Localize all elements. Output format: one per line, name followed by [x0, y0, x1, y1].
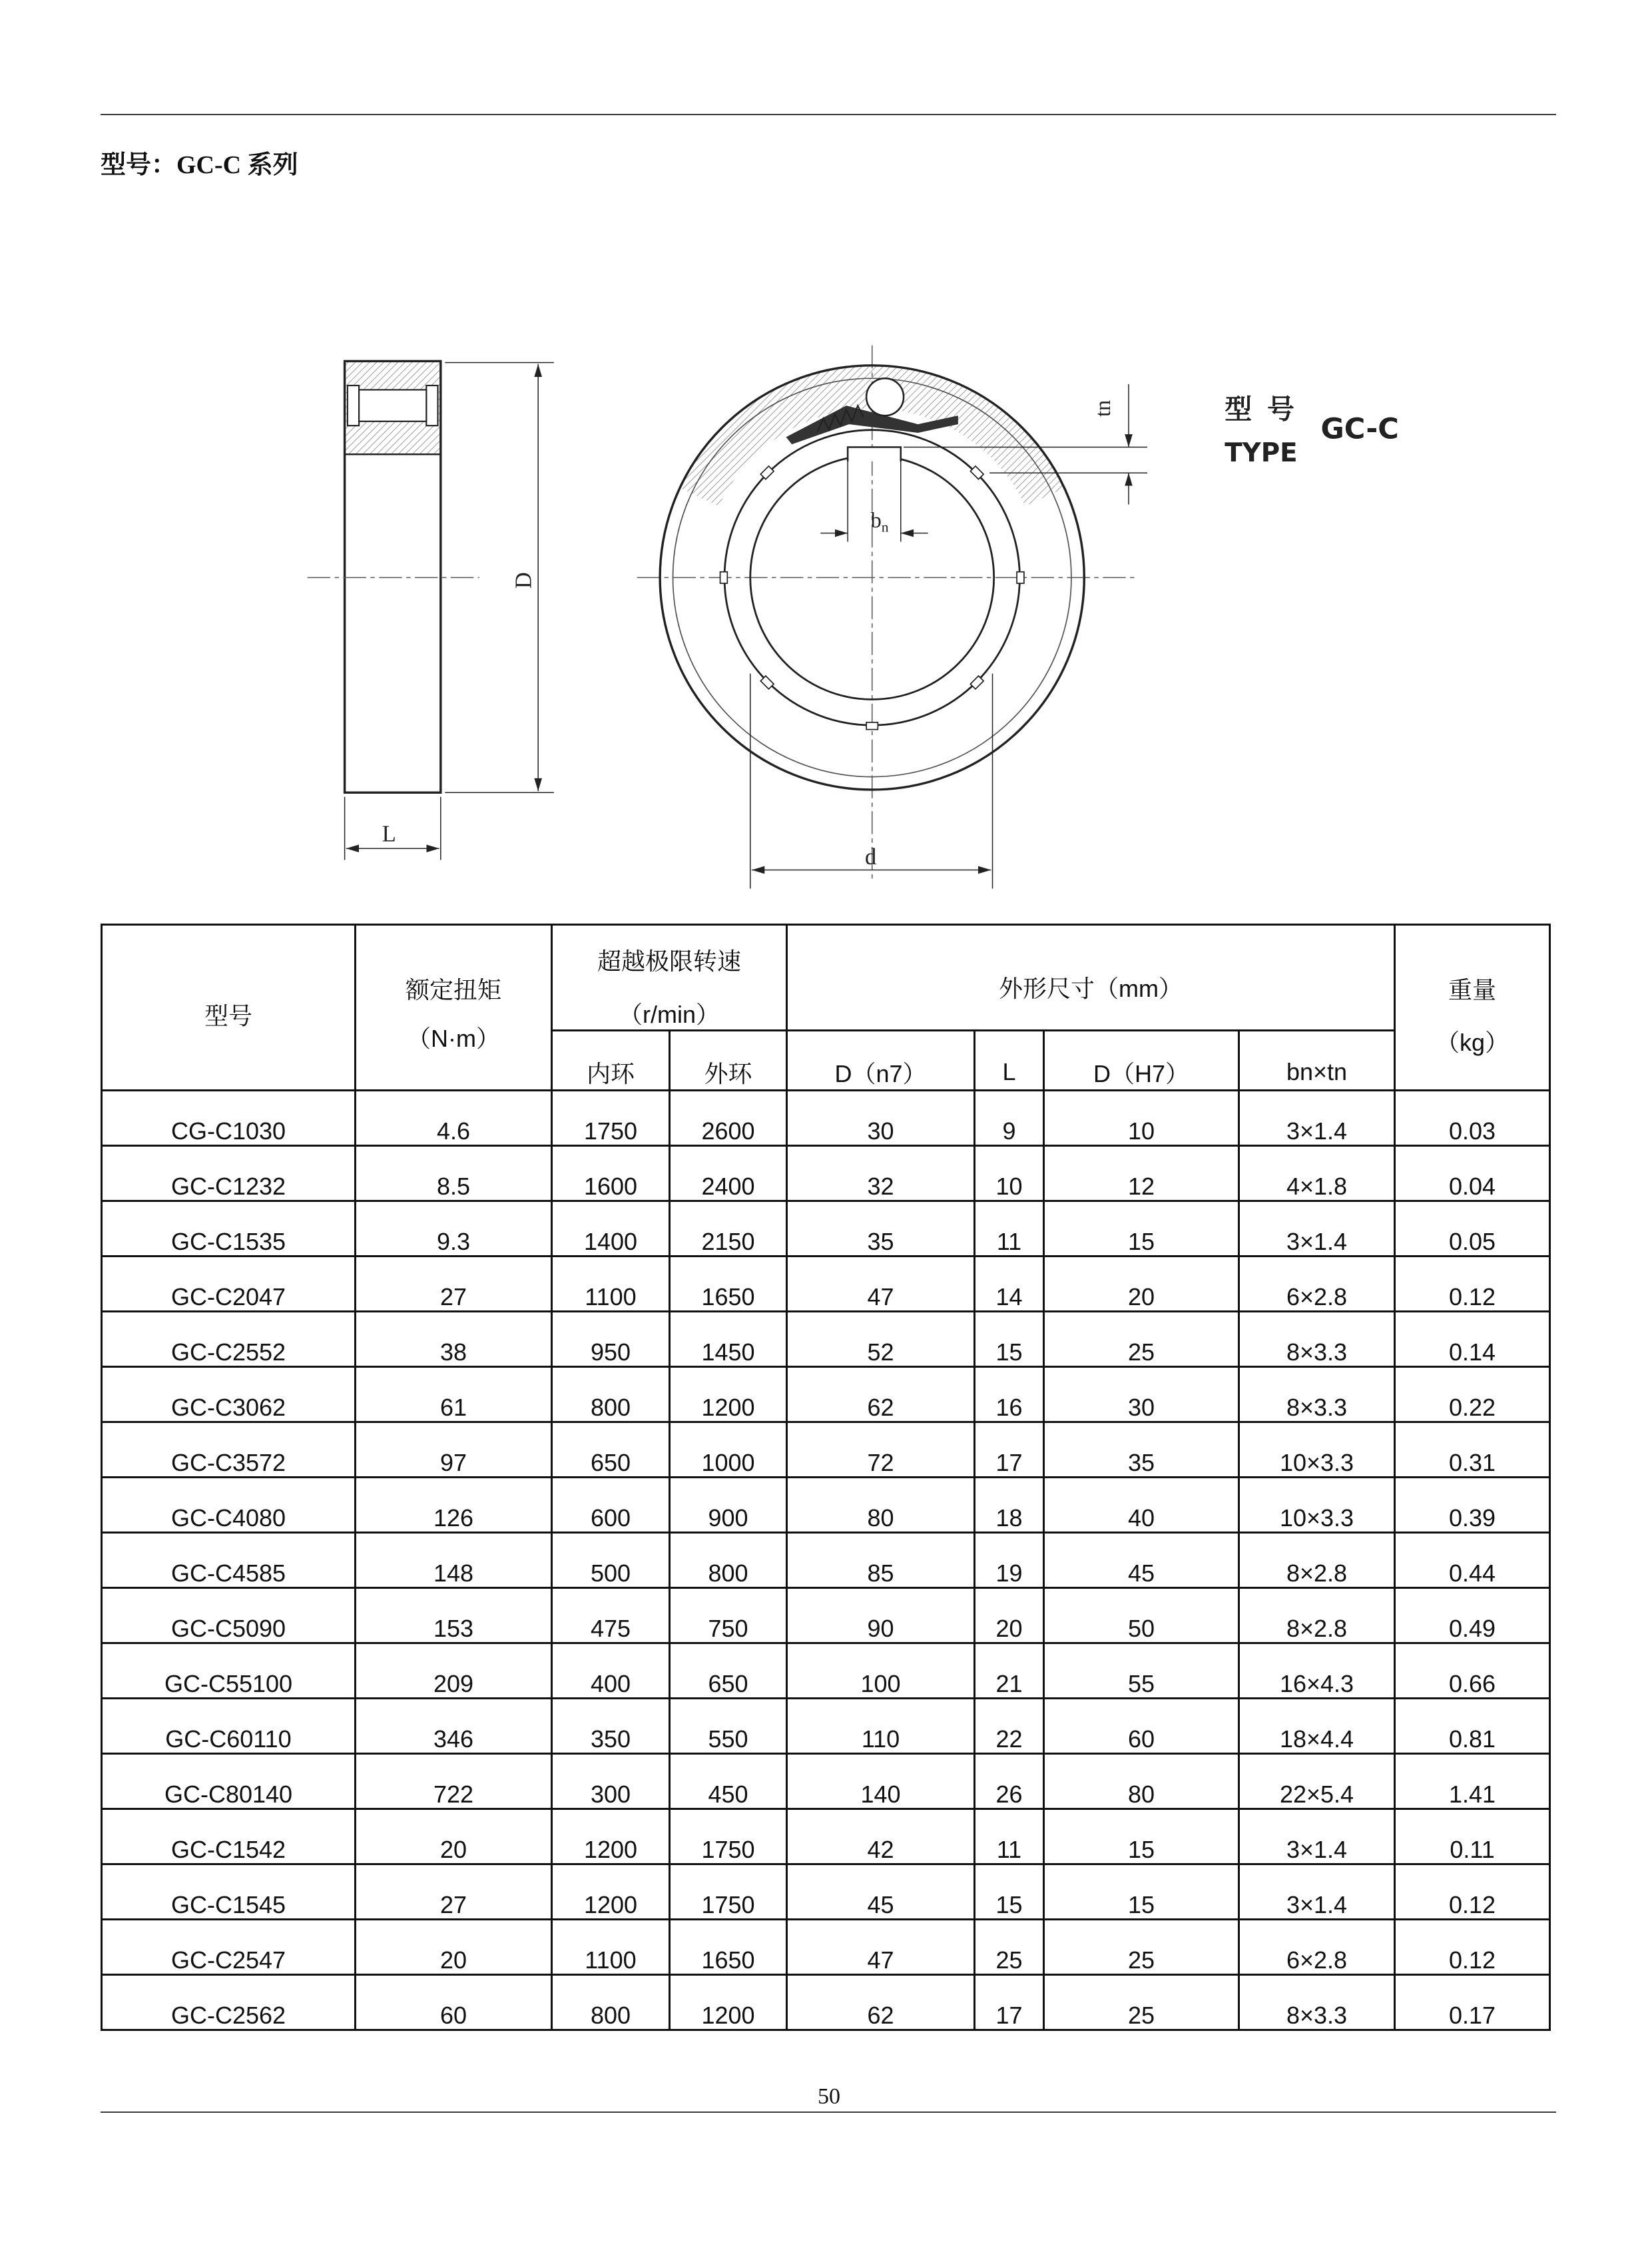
cell-weight: 0.39	[1395, 1478, 1550, 1533]
cell-inner-ring-speed: 1100	[552, 1257, 670, 1312]
cell-model: GC-C55100	[102, 1643, 356, 1699]
cell-rated-torque: 346	[356, 1699, 552, 1754]
cell-outer-ring-speed: 450	[670, 1754, 787, 1809]
cell-inner-ring-speed: 350	[552, 1699, 670, 1754]
cell-D-H7: 30	[1044, 1367, 1239, 1422]
table-row	[102, 1588, 1550, 1643]
cell-D-n7: 85	[787, 1533, 975, 1588]
cell-rated-torque: 27	[356, 1864, 552, 1920]
cell-weight: 0.81	[1395, 1699, 1550, 1754]
cell-L: 26	[975, 1754, 1044, 1809]
cell-D-H7: 15	[1044, 1809, 1239, 1864]
cell-weight: 0.22	[1395, 1367, 1550, 1422]
cell-rated-torque: 27	[356, 1257, 552, 1312]
cell-inner-ring-speed: 300	[552, 1754, 670, 1809]
table-row	[102, 1091, 1550, 1146]
table-row	[102, 1754, 1550, 1809]
cell-L: 20	[975, 1588, 1044, 1643]
cell-D-n7: 45	[787, 1864, 975, 1920]
cell-rated-torque: 60	[356, 1975, 552, 2030]
cell-inner-ring-speed: 1200	[552, 1864, 670, 1920]
cell-L: 16	[975, 1367, 1044, 1422]
cell-D-n7: 80	[787, 1478, 975, 1533]
cell-outer-ring-speed: 2600	[670, 1091, 787, 1146]
cell-bn-tn: 3×1.4	[1239, 1091, 1395, 1146]
cell-D-n7: 42	[787, 1809, 975, 1864]
cell-outer-ring-speed: 750	[670, 1588, 787, 1643]
header-dimensions	[787, 925, 1395, 1031]
side-view-cage-left	[348, 386, 359, 425]
cell-D-H7: 25	[1044, 1975, 1239, 2030]
cell-rated-torque: 97	[356, 1422, 552, 1478]
cell-weight: 0.12	[1395, 1920, 1550, 1975]
cell-bn-tn: 10×3.3	[1239, 1422, 1395, 1478]
cell-D-H7: 45	[1044, 1533, 1239, 1588]
cell-L: 15	[975, 1312, 1044, 1367]
cell-L: 17	[975, 1975, 1044, 2030]
cell-rated-torque: 20	[356, 1920, 552, 1975]
cell-D-H7: 35	[1044, 1422, 1239, 1478]
cell-rated-torque: 722	[356, 1754, 552, 1809]
cell-L: 18	[975, 1478, 1044, 1533]
cell-inner-ring-speed: 600	[552, 1478, 670, 1533]
cell-outer-ring-speed: 800	[670, 1533, 787, 1588]
cell-outer-ring-speed: 1450	[670, 1312, 787, 1367]
cell-weight: 0.17	[1395, 1975, 1550, 2030]
header-outer-ring: 外环	[670, 1031, 787, 1091]
table-row	[102, 1367, 1550, 1422]
table-row	[102, 1478, 1550, 1533]
header-model	[102, 925, 356, 1091]
header-overrun-speed	[552, 925, 787, 1031]
tab	[1017, 572, 1024, 583]
table-row	[102, 1312, 1550, 1367]
cell-model: GC-C3062	[102, 1367, 356, 1422]
cell-weight: 0.11	[1395, 1809, 1550, 1864]
header-bn-tn: bn×tn	[1239, 1031, 1395, 1091]
cell-inner-ring-speed: 475	[552, 1588, 670, 1643]
cell-rated-torque: 126	[356, 1478, 552, 1533]
table-row	[102, 1699, 1550, 1754]
cell-outer-ring-speed: 2400	[670, 1146, 787, 1201]
cell-D-n7: 100	[787, 1643, 975, 1699]
cell-D-n7: 47	[787, 1257, 975, 1312]
cell-bn-tn: 3×1.4	[1239, 1201, 1395, 1257]
cell-bn-tn: 10×3.3	[1239, 1478, 1395, 1533]
cell-rated-torque: 61	[356, 1367, 552, 1422]
table-row	[102, 1864, 1550, 1920]
header-row-primary	[102, 925, 1550, 1031]
dimension-D-label: D	[511, 572, 537, 589]
header-L: L	[975, 1031, 1044, 1091]
table-row	[102, 1809, 1550, 1864]
cell-model: GC-C80140	[102, 1754, 356, 1809]
cell-outer-ring-speed: 1750	[670, 1809, 787, 1864]
page-title: 型号：GC-C 系列	[101, 151, 298, 179]
cell-L: 14	[975, 1257, 1044, 1312]
cell-rated-torque: 38	[356, 1312, 552, 1367]
type-badge-cn: 型 号	[1225, 393, 1298, 425]
table-row	[102, 1201, 1550, 1257]
bottom-divider	[101, 2111, 1556, 2113]
dimension-tn-label: tn	[1091, 400, 1115, 417]
specification-table	[101, 924, 1551, 2031]
cell-L: 10	[975, 1146, 1044, 1201]
cell-L: 19	[975, 1533, 1044, 1588]
table-header	[102, 925, 1550, 1091]
header-rated-torque	[356, 925, 552, 1091]
cell-weight: 0.12	[1395, 1257, 1550, 1312]
cell-rated-torque: 8.5	[356, 1146, 552, 1201]
header-D-H7: D（H7）	[1044, 1031, 1239, 1091]
tab	[720, 572, 728, 583]
table-row	[102, 1920, 1550, 1975]
top-divider	[101, 114, 1556, 115]
cell-model: GC-C2552	[102, 1312, 356, 1367]
cell-weight: 0.03	[1395, 1091, 1550, 1146]
cell-outer-ring-speed: 1650	[670, 1257, 787, 1312]
cell-bn-tn: 8×2.8	[1239, 1588, 1395, 1643]
cell-D-H7: 40	[1044, 1478, 1239, 1533]
tab	[866, 722, 878, 730]
cell-L: 22	[975, 1699, 1044, 1754]
table-row	[102, 1975, 1550, 2030]
dimension-bn-label	[871, 508, 889, 535]
cell-model: GC-C1232	[102, 1146, 356, 1201]
cell-outer-ring-speed: 1200	[670, 1367, 787, 1422]
cell-bn-tn: 8×3.3	[1239, 1367, 1395, 1422]
cell-outer-ring-speed: 900	[670, 1478, 787, 1533]
cell-inner-ring-speed: 1100	[552, 1920, 670, 1975]
cell-inner-ring-speed: 400	[552, 1643, 670, 1699]
cell-bn-tn: 4×1.8	[1239, 1146, 1395, 1201]
cell-outer-ring-speed: 1750	[670, 1864, 787, 1920]
cell-inner-ring-speed: 650	[552, 1422, 670, 1478]
cell-D-H7: 25	[1044, 1920, 1239, 1975]
cell-D-H7: 55	[1044, 1643, 1239, 1699]
type-badge-model: GC-C	[1320, 412, 1399, 446]
header-weight-label: 重量	[1448, 976, 1497, 1003]
cell-model: GC-C1542	[102, 1809, 356, 1864]
cell-D-H7: 10	[1044, 1091, 1239, 1146]
table-row	[102, 1257, 1550, 1312]
header-D-n7: D（n7）	[787, 1031, 975, 1091]
cell-D-n7: 90	[787, 1588, 975, 1643]
cell-D-n7: 35	[787, 1201, 975, 1257]
dimension-bn-label-sub: n	[881, 519, 889, 535]
cell-D-H7: 12	[1044, 1146, 1239, 1201]
keyway-cut	[848, 447, 901, 462]
cell-outer-ring-speed: 1000	[670, 1422, 787, 1478]
cell-bn-tn: 18×4.4	[1239, 1699, 1395, 1754]
cell-inner-ring-speed: 800	[552, 1367, 670, 1422]
cell-model: GC-C4585	[102, 1533, 356, 1588]
cell-weight: 0.44	[1395, 1533, 1550, 1588]
cell-D-n7: 52	[787, 1312, 975, 1367]
cell-outer-ring-speed: 650	[670, 1643, 787, 1699]
side-view	[345, 361, 441, 792]
cell-D-n7: 30	[787, 1091, 975, 1146]
cell-inner-ring-speed: 1750	[552, 1091, 670, 1146]
cell-weight: 1.41	[1395, 1754, 1550, 1809]
cell-bn-tn: 8×2.8	[1239, 1533, 1395, 1588]
dimension-L-label: L	[382, 821, 396, 847]
cell-bn-tn: 16×4.3	[1239, 1643, 1395, 1699]
cell-bn-tn: 22×5.4	[1239, 1754, 1395, 1809]
cell-D-n7: 62	[787, 1367, 975, 1422]
cell-model: GC-C2547	[102, 1920, 356, 1975]
cell-model: GC-C2047	[102, 1257, 356, 1312]
cell-D-n7: 62	[787, 1975, 975, 2030]
header-overrun-speed-unit: （r/min）	[619, 1001, 720, 1028]
cell-outer-ring-speed: 2150	[670, 1201, 787, 1257]
cell-bn-tn: 3×1.4	[1239, 1864, 1395, 1920]
header-overrun-speed-label: 超越极限转速	[597, 948, 742, 975]
cell-weight: 0.14	[1395, 1312, 1550, 1367]
cell-inner-ring-speed: 500	[552, 1533, 670, 1588]
header-model-label: 型号	[204, 1002, 252, 1029]
cell-bn-tn: 6×2.8	[1239, 1257, 1395, 1312]
table-row	[102, 1643, 1550, 1699]
cell-L: 25	[975, 1920, 1044, 1975]
cell-D-H7: 50	[1044, 1588, 1239, 1643]
cell-weight: 0.05	[1395, 1201, 1550, 1257]
cell-inner-ring-speed: 1200	[552, 1809, 670, 1864]
cell-model: GC-C2562	[102, 1975, 356, 2030]
cell-model: GC-C60110	[102, 1699, 356, 1754]
cell-rated-torque: 209	[356, 1643, 552, 1699]
cell-outer-ring-speed: 1200	[670, 1975, 787, 2030]
cell-D-H7: 15	[1044, 1201, 1239, 1257]
cell-bn-tn: 3×1.4	[1239, 1809, 1395, 1864]
type-badge-en: TYPE	[1225, 438, 1298, 469]
cell-L: 17	[975, 1422, 1044, 1478]
dimension-d-label: d	[864, 844, 877, 870]
cell-outer-ring-speed: 1650	[670, 1920, 787, 1975]
header-rated-torque-unit: （N·m）	[407, 1025, 500, 1052]
cell-model: GC-C5090	[102, 1588, 356, 1643]
cell-inner-ring-speed: 1600	[552, 1146, 670, 1201]
cell-D-H7: 60	[1044, 1699, 1239, 1754]
cell-bn-tn: 8×3.3	[1239, 1975, 1395, 2030]
cell-rated-torque: 148	[356, 1533, 552, 1588]
cell-weight: 0.04	[1395, 1146, 1550, 1201]
cell-model: CG-C1030	[102, 1091, 356, 1146]
cell-rated-torque: 9.3	[356, 1201, 552, 1257]
header-dimensions-label: 外形尺寸（mm）	[999, 975, 1183, 1002]
cell-D-n7: 47	[787, 1920, 975, 1975]
cell-rated-torque: 4.6	[356, 1091, 552, 1146]
cell-L: 9	[975, 1091, 1044, 1146]
cell-D-H7: 80	[1044, 1754, 1239, 1809]
cell-rated-torque: 153	[356, 1588, 552, 1643]
cell-model: GC-C4080	[102, 1478, 356, 1533]
cell-weight: 0.66	[1395, 1643, 1550, 1699]
dimension-bn-label-main: b	[870, 508, 882, 533]
side-view-roller	[359, 390, 426, 421]
cell-model: GC-C3572	[102, 1422, 356, 1478]
table-row	[102, 1146, 1550, 1201]
cell-weight: 0.12	[1395, 1864, 1550, 1920]
header-rated-torque-label: 额定扭矩	[405, 976, 501, 1003]
page-number: 50	[818, 2084, 840, 2109]
header-weight	[1395, 925, 1550, 1091]
cell-D-n7: 140	[787, 1754, 975, 1809]
cell-L: 11	[975, 1809, 1044, 1864]
cell-D-H7: 20	[1044, 1257, 1239, 1312]
cell-D-H7: 15	[1044, 1864, 1239, 1920]
cell-rated-torque: 20	[356, 1809, 552, 1864]
table-row	[102, 1422, 1550, 1478]
table-body	[102, 1091, 1550, 2030]
cell-bn-tn: 8×3.3	[1239, 1312, 1395, 1367]
type-badge	[1225, 393, 1399, 468]
cell-D-H7: 25	[1044, 1312, 1239, 1367]
cell-inner-ring-speed: 1400	[552, 1201, 670, 1257]
cell-weight: 0.49	[1395, 1588, 1550, 1643]
cell-outer-ring-speed: 550	[670, 1699, 787, 1754]
header-weight-unit: （kg）	[1436, 1029, 1510, 1056]
table-row	[102, 1533, 1550, 1588]
cell-inner-ring-speed: 800	[552, 1975, 670, 2030]
header-inner-ring: 内环	[552, 1031, 670, 1091]
cell-D-n7: 32	[787, 1146, 975, 1201]
cell-L: 21	[975, 1643, 1044, 1699]
bearing-technical-drawing	[287, 330, 1434, 903]
cell-model: GC-C1535	[102, 1201, 356, 1257]
cell-D-n7: 72	[787, 1422, 975, 1478]
cell-L: 11	[975, 1201, 1044, 1257]
cell-weight: 0.31	[1395, 1422, 1550, 1478]
cell-D-n7: 110	[787, 1699, 975, 1754]
cell-L: 15	[975, 1864, 1044, 1920]
roller	[866, 378, 904, 416]
cell-bn-tn: 6×2.8	[1239, 1920, 1395, 1975]
cell-inner-ring-speed: 950	[552, 1312, 670, 1367]
side-view-cage-right	[426, 386, 437, 425]
cell-model: GC-C1545	[102, 1864, 356, 1920]
